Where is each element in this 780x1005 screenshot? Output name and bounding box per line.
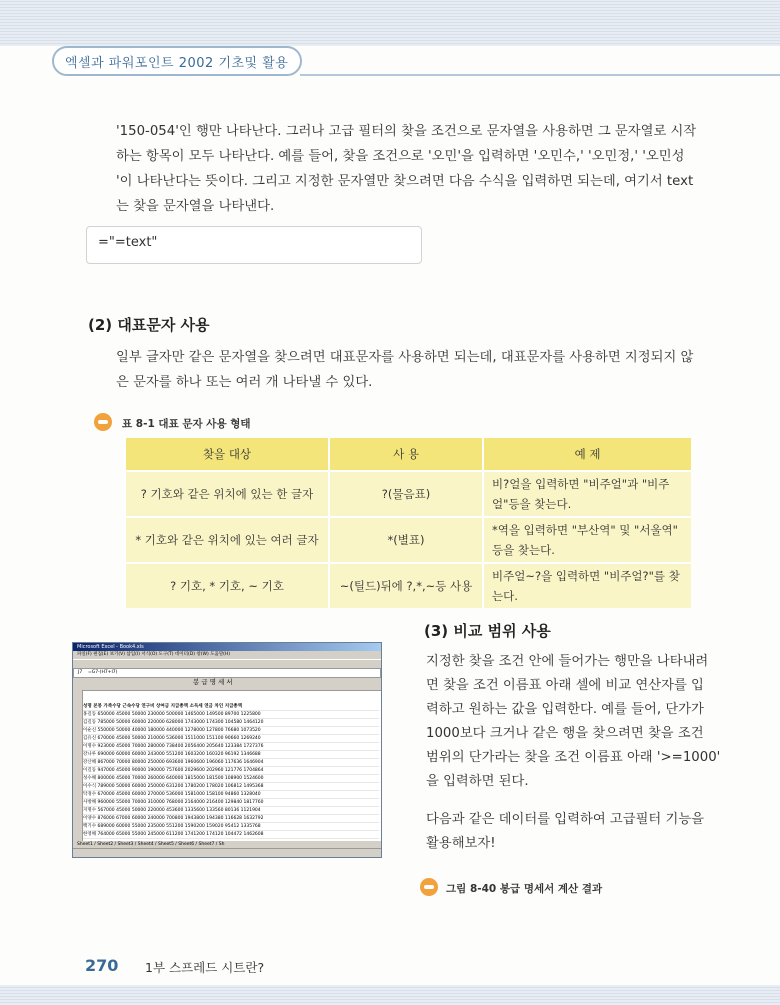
section-2-line: 은 문자를 하나 또는 여러 개 나타낼 수 있다. (116, 375, 373, 390)
bottom-decorative-band (0, 985, 780, 1005)
excel-toolbar (73, 659, 381, 668)
section-2-title: (2) 대표문자 사용 (88, 316, 210, 334)
example-line: 비?얼을 입력하면 "비주얼"과 "비주 (492, 477, 670, 491)
caption-arrow-icon (94, 413, 112, 431)
sheet-row: 이길동 947000 45000 90000 190000 757600 2029600 202960 121776 1704864 (83, 767, 379, 775)
example-line: 는다. (492, 589, 518, 603)
formula-value: =G7-(H7+I7) (87, 670, 118, 675)
sheet-row: 김유신 670000 45000 50000 210000 536000 1511000 151100 90660 1269240 (83, 735, 379, 743)
table-cell-example (483, 563, 691, 608)
sheet-row: 탁경수 670000 45000 60000 270000 536000 1581000 158100 94860 1328040 (83, 791, 379, 799)
example-line: 비주얼~?을 입력하면 "비주얼?"를 찾 (492, 569, 680, 583)
table-row (125, 517, 691, 563)
sheet-row: 이명수 923000 45000 70000 280000 738400 2056400 205640 123384 1727376 (83, 743, 379, 751)
book-title: 엑셀과 파워포인트 2002 기초및 활용 (65, 56, 289, 71)
table-row (125, 563, 691, 608)
excel-menu-bar: 파일(F) 편집(E) 보기(V) 삽입(I) 서식(O) 도구(T) 데이터(D) 창(W) 도움말(H) (77, 652, 231, 657)
figure-caption: 그림 8-40 봉급 명세서 계산 결과 (446, 883, 603, 895)
sheet-row: 강나루 690000 60000 60000 243000 551200 1603200 160320 96192 1346688 (83, 751, 379, 759)
wildcard-table (124, 438, 691, 608)
section-3-line: 범위의 단가라는 찾을 조건 이름표 아래 '>=1000' (426, 750, 721, 765)
section-3-line: 지정한 찾을 조건 안에 들어가는 행만을 나타내려 (426, 654, 709, 669)
top-decorative-band (0, 0, 780, 46)
status-bar (73, 848, 381, 857)
section-3-line: 력하고 원하는 값을 입력한다. 예를 들어, 단가가 (426, 702, 704, 717)
intro-line: 는 찾을 문자열을 나타낸다. (116, 199, 275, 214)
intro-line: 하는 항목이 모두 나타난다. 예를 들어, 찾을 조건으로 '오민'을 입력하면 '오민수,' '오민정,' '오민성 (116, 149, 685, 164)
sheet-row: 한영해 764000 65000 55000 245000 611200 1741200 174120 104472 1462608 (83, 831, 379, 839)
table-header: 찾을 대상 (125, 438, 329, 471)
sheet-row: 강산해 867000 70000 80000 250000 693600 1960600 196060 117636 1646904 (83, 759, 379, 767)
section-3-line: 면 찾을 조건 이름표 아래 셀에 비교 연산자를 입 (426, 678, 704, 693)
sheet-row: 지명수 567000 45000 50000 220000 453600 1335600 133560 80136 1121904 (83, 807, 379, 815)
example-line: 등을 찾는다. (492, 543, 555, 557)
section-3-line: 을 입력하면 된다. (426, 774, 529, 789)
table-cell-target: * 기호와 같은 위치에 있는 여러 글자 (125, 517, 329, 563)
sheet-row: 김길동 785000 50000 60000 220000 628000 1743000 174300 104580 1464120 (83, 719, 379, 727)
section-3-title: (3) 비교 범위 사용 (424, 622, 551, 640)
excel-screenshot (72, 642, 382, 858)
page-number: 270 (85, 956, 119, 975)
section-3-line: 다음과 같은 데이터를 입력하여 고급필터 기능을 (426, 812, 705, 827)
table-cell-target: ? 기호, * 기호, ~ 기호 (125, 563, 329, 608)
table-header-row (125, 438, 691, 471)
formula-example: ="=text" (98, 235, 158, 250)
sheet-row: 사방해 960000 55000 70000 310000 768000 2164000 216400 129840 1817760 (83, 799, 379, 807)
sheet-row: 백기수 689000 60000 55000 235000 551200 1590200 159020 95412 1335768 (83, 823, 379, 831)
sheet-row: 홍길동 650000 45000 50000 230000 500000 1465000 149500 89700 1225800 (83, 711, 379, 719)
sheet-row: 이양수 876000 67000 60000 240000 700800 1943800 194380 116628 1632792 (83, 815, 379, 823)
sheet-row: 이수식 789000 50000 60000 250000 631200 1780200 178020 106812 1495368 (83, 783, 379, 791)
sheet-row: 이순신 550000 50000 40000 180000 440000 1278000 127800 76680 1073520 (83, 727, 379, 735)
intro-line: '150-054'인 행만 나타난다. 그러나 고급 필터의 찾을 조건으로 문자열을 사용하면 그 문자열로 시작 (116, 124, 697, 139)
sheet-rows (83, 703, 379, 839)
row-header (73, 690, 83, 841)
table-header: 사 용 (329, 438, 483, 471)
section-2-line: 일부 글자만 같은 문자열을 찾으려면 대표문자를 사용하면 되는데, 대표문자를 사용하면 지정되지 않 (116, 350, 694, 365)
table-row (125, 471, 691, 517)
table-cell-usage: ?(물음표) (329, 471, 483, 517)
cell-reference: J7 (78, 670, 83, 675)
sheet-column-labels: 성명 본봉 가족수당 근속수당 연구비 상여금 지급총액 소득세 연금 차인 지급총액 (83, 703, 379, 711)
table-cell-example (483, 517, 691, 563)
table-cell-target: ? 기호와 같은 위치에 있는 한 글자 (125, 471, 329, 517)
table-cell-example (483, 471, 691, 517)
excel-title-bar: Microsoft Excel - Book4.xls (73, 643, 381, 651)
table-cell-usage: ~(틸드)뒤에 ?,*,~등 사용 (329, 563, 483, 608)
caption-arrow-icon (420, 878, 438, 896)
section-3-line: 활용해보자! (426, 836, 496, 851)
part-title: 1부 스프레드 시트란? (145, 960, 265, 975)
sheet-row: 성수해 800000 45000 70000 260000 640000 1815000 181500 108900 1524600 (83, 775, 379, 783)
section-3-line: 1000보다 크거나 같은 행을 찾으려면 찾을 조건 (426, 726, 704, 741)
table-cell-usage: *(별표) (329, 517, 483, 563)
sheet-tabs: Sheet1 / Sheet2 / Sheet3 / Sheet4 / Sheet5 / Sheet6 / Sheet7 / Sh (73, 841, 382, 849)
table-header: 예 제 (483, 438, 691, 471)
header-rule (300, 74, 780, 76)
intro-line: '이 나타난다는 뜻이다. 그리고 지정한 문자열만 찾으려면 다음 수식을 입력하면 되는데, 여기서 text (116, 174, 694, 189)
example-line: 얼"등을 찾는다. (492, 497, 572, 511)
sheet-title: 봉 급 명 세 서 (193, 678, 233, 686)
table-caption: 표 8-1 대표 문자 사용 형태 (122, 418, 251, 430)
example-line: *역을 입력하면 "부산역" 및 "서울역" (492, 523, 678, 537)
